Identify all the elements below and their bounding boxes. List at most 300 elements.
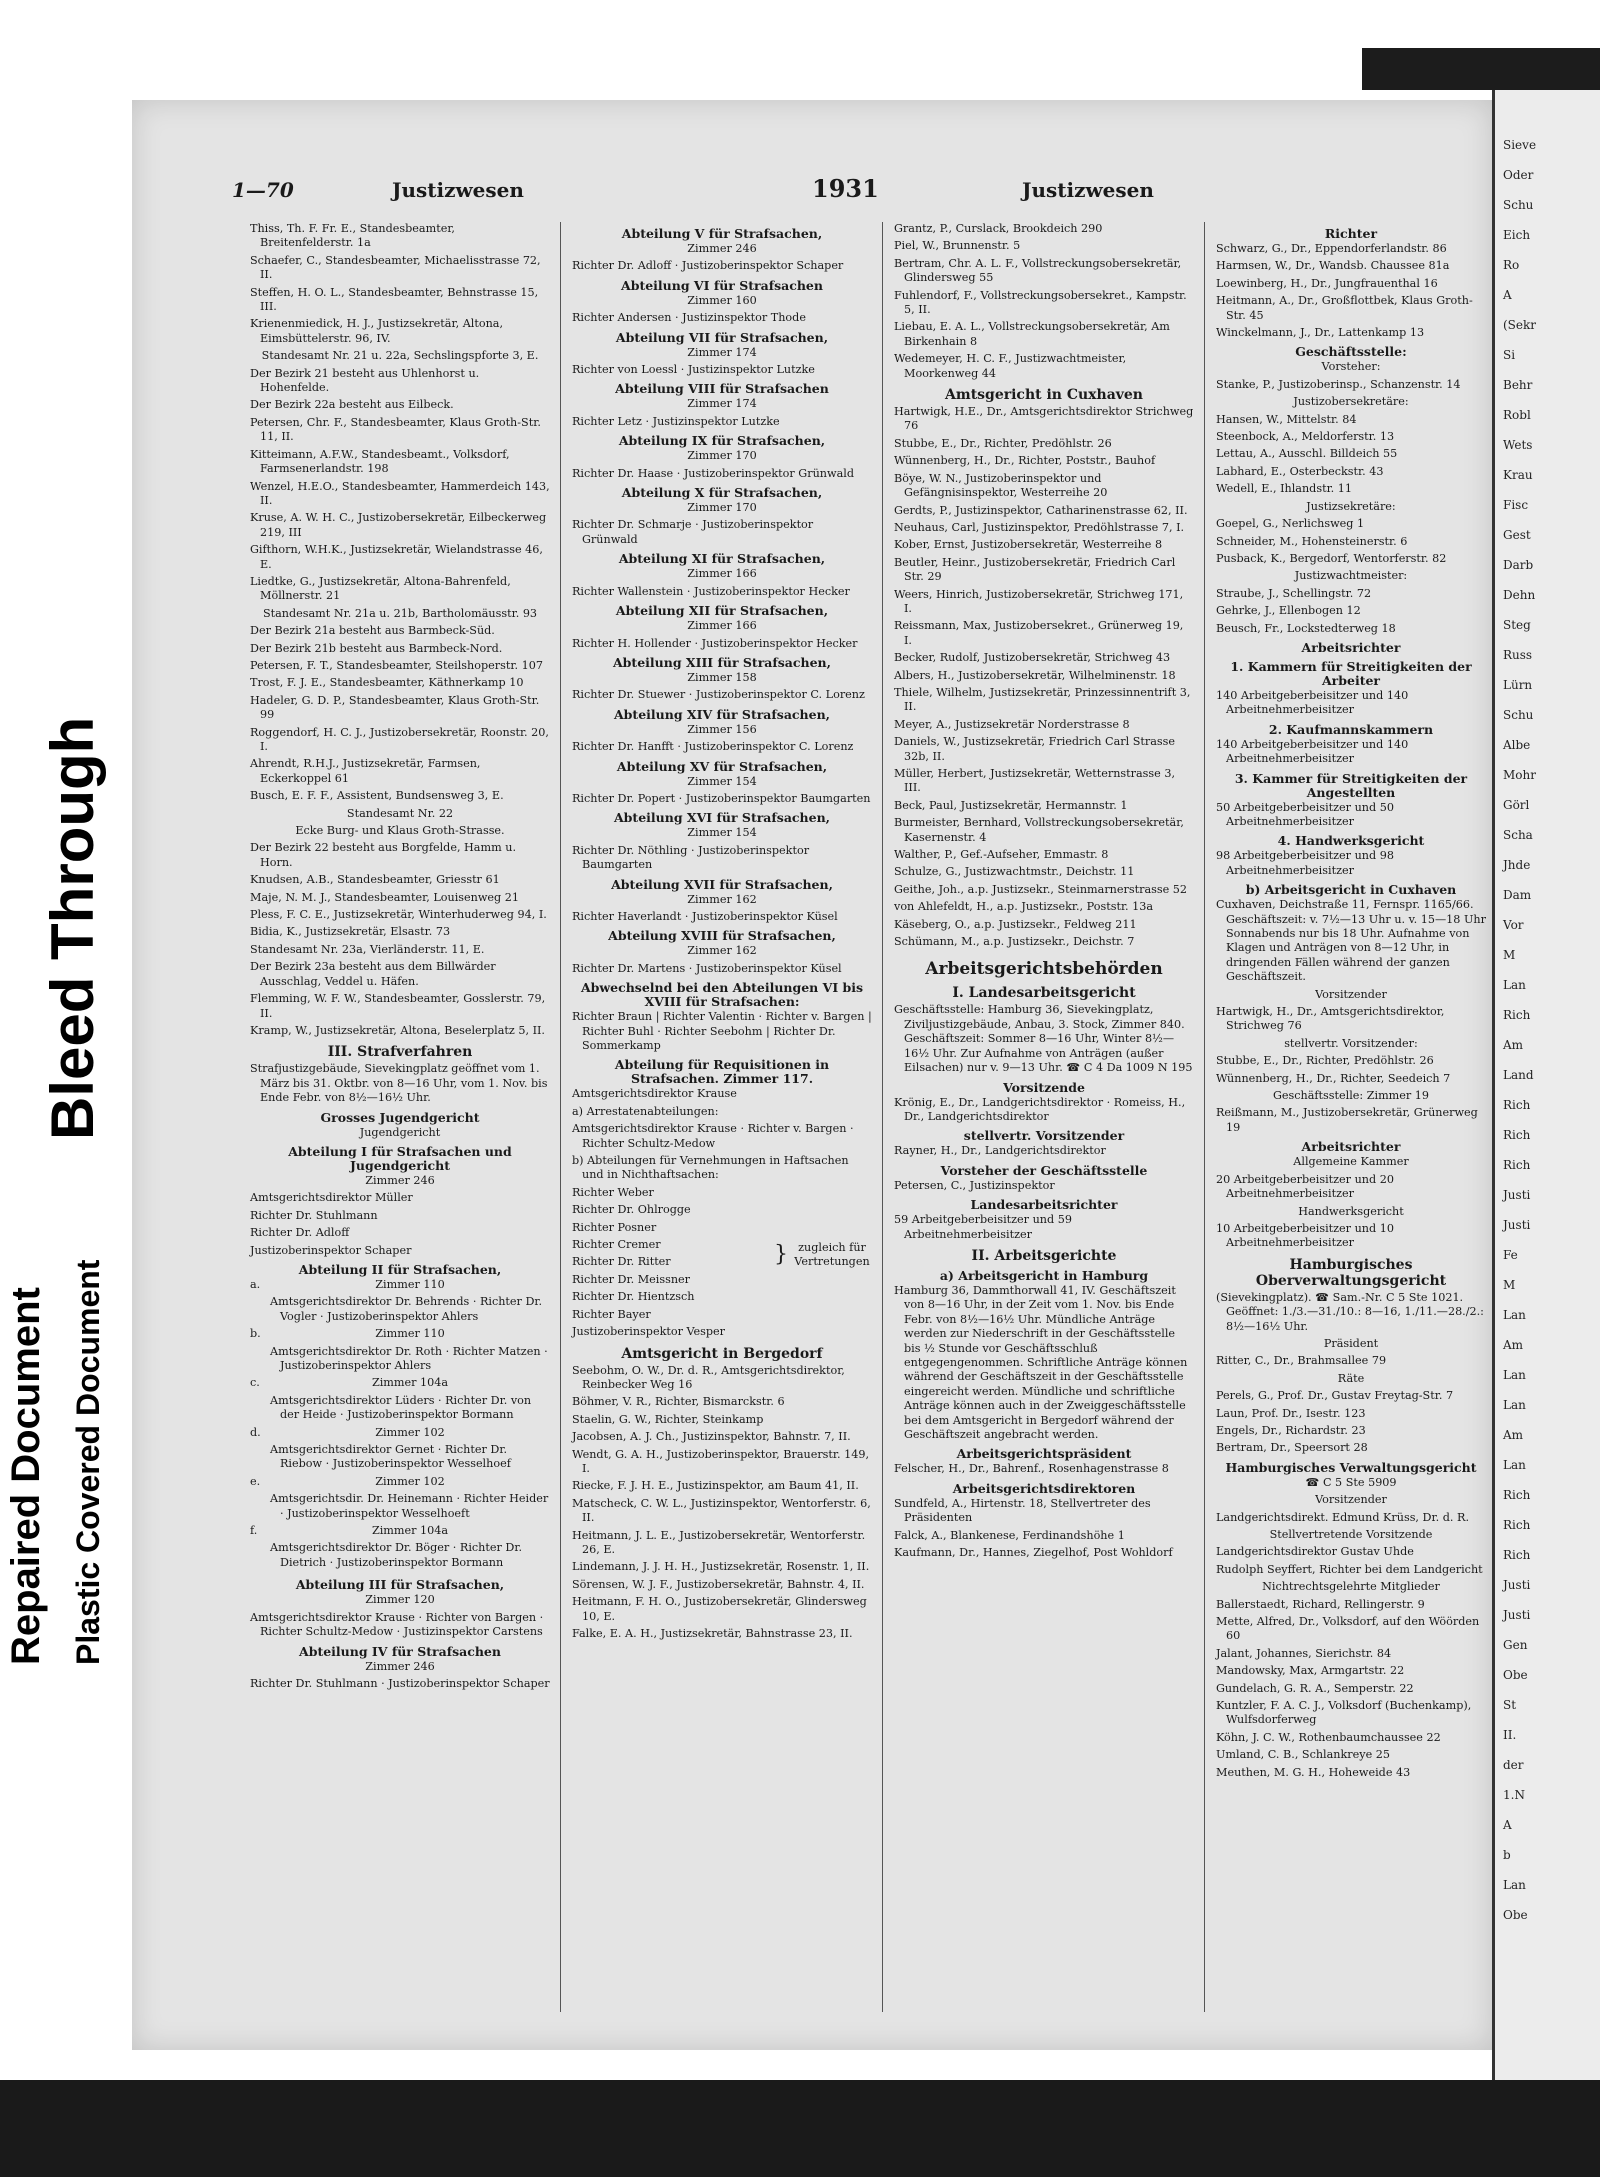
list-item: Wenzel, H.E.O., Standesbeamter, Hammerdeich 143, II.: [250, 479, 550, 507]
list-item: Daniels, W., Justizsekretär, Friedrich Carl Strasse 32b, II.: [894, 735, 1176, 763]
list-item: Neuhaus, Carl, Justizinspektor, Predöhlstrasse 7, I.: [894, 520, 1185, 534]
text-line: Ecke Burg- und Klaus Groth-Strasse.: [295, 824, 505, 838]
subheading: Abteilung XIII für Strafsachen,: [612, 654, 832, 670]
document-page: [132, 100, 1492, 2050]
subheading: Abteilung X für Strafsachen,: [621, 485, 823, 501]
section-heading: III. Strafverfahren: [327, 1044, 473, 1061]
text-line: Amtsgerichtsdirektor Gernet · Richter Dr. Riebow · Justizoberinspektor Wesselhoef: [270, 1443, 511, 1471]
adjacent-page-fragment: Robl: [1503, 408, 1531, 422]
subheading: Abteilung IV für Strafsachen: [299, 1643, 501, 1659]
adjacent-page-fragment: M: [1503, 1278, 1516, 1292]
list-item: Schneider, M., Hohensteinerstr. 6: [1216, 534, 1408, 548]
text-line: Reißmann, M., Justizobersekretär, Grünerweg 19: [1216, 1106, 1478, 1134]
adjacent-page-fragment: Lan: [1503, 1368, 1526, 1382]
entry-list: [1216, 1545, 1486, 1577]
text-line: Vorsitzender: [1315, 987, 1387, 1001]
adjacent-page-fragment: Vor: [1503, 918, 1524, 932]
list-item: Lindemann, J. J. H. H., Justizsekretär, Rosenstr. 1, II.: [572, 1560, 870, 1574]
list-item: Schulze, G., Justizwachtmstr., Deichstr. 11: [894, 865, 1135, 879]
subheading: Geschäftsstelle:: [1295, 344, 1407, 360]
room-line: Zimmer 170: [687, 449, 757, 463]
subheading: Abteilung IX für Strafsachen,: [618, 433, 826, 449]
subheading: Abteilung XII für Strafsachen,: [615, 603, 829, 619]
adjacent-page-fragment: Lan: [1503, 1458, 1526, 1472]
text-line: Amtsgerichtsdirektor Dr. Behrends · Richter Dr. Vogler · Justizoberinspektor Ahlers: [270, 1295, 543, 1323]
list-item: Steffen, H. O. L., Standesbeamter, Behnstrasse 15, III.: [250, 285, 539, 314]
subheading: 2. Kaufmannskammern: [1268, 721, 1434, 737]
adjacent-page-fragment: Justi: [1503, 1608, 1531, 1622]
list-item: Beusch, Fr., Lockstedterweg 18: [1216, 621, 1396, 635]
section-heading: Amtsgericht in Cuxhaven: [945, 387, 1143, 404]
room-line: Zimmer 174: [687, 397, 757, 411]
entry-list: [894, 1497, 1194, 1561]
list-item: Straube, J., Schellingstr. 72: [1216, 586, 1372, 600]
list-item: Laun, Prof. Dr., Isestr. 123: [1216, 1406, 1366, 1420]
text-line: Vorsteher:: [1321, 360, 1381, 374]
adjacent-page-fragment: b: [1503, 1848, 1511, 1862]
overlay-labels: [0, 690, 132, 2080]
list-item: Rudolph Seyffert, Richter bei dem Landgericht: [1216, 1562, 1483, 1576]
text-line: 20 Arbeitgeberbeisitzer und 20 Arbeitnehmerbeisitzer: [1216, 1172, 1394, 1201]
text-line: 50 Arbeitgeberbeisitzer und 50 Arbeitnehmerbeisitzer: [1216, 800, 1394, 828]
list-item: Meuthen, M. G. H., Hoheweide 43: [1216, 1765, 1411, 1779]
room-line: Zimmer 166: [687, 619, 757, 633]
text-line: Strafjustizgebäude, Sievekingplatz geöffnet vom 1. März bis 31. Oktbr. von 8—16 Uhr, vom 1. Nov. bis Ende Febr. von 8½—16½ Uhr.: [250, 1062, 548, 1105]
room-line: Zimmer 160: [687, 293, 757, 307]
list-item: Böhmer, V. R., Richter, Bismarckstr. 6: [572, 1395, 785, 1409]
adjacent-page-fragment: Am: [1503, 1428, 1524, 1442]
list-item: Hadeler, G. D. P., Standesbeamter, Klaus Groth-Str. 99: [250, 693, 540, 722]
subheading: Abteilung V für Strafsachen,: [621, 226, 823, 241]
text-line: Der Bezirk 21a besteht aus Barmbeck-Süd.: [250, 624, 495, 638]
list-item: Maje, N. M. J., Standesbeamter, Louisenweg 21: [250, 890, 519, 904]
adjacent-page-fragment: Obe: [1503, 1668, 1528, 1682]
list-item: Falck, A., Blankenese, Ferdinandshöhe 1: [894, 1528, 1125, 1542]
group-tag: b.: [250, 1327, 261, 1341]
subheading: Grosses Jugendgericht: [320, 1109, 480, 1125]
list-item: Bidia, K., Justizsekretär, Elsastr. 73: [250, 925, 451, 939]
text-line: Geschäftsstelle: Hamburg 36, Sievekingplatz, Ziviljustizgebäude, Anbau, 3. Stock, Zimmer 840. Geschäftszeit: Sommer 8—16 Uhr, Winter 8½—16½ Uhr. Zur Aufnahme von Anträgen (außer Eilsachen) nur v. 9—13 Uhr. ☎ C 4 Da 1009 N 195: [894, 1003, 1193, 1075]
text-line: b) Abteilungen für Vernehmungen in Haftsachen und in Nichthaftsachen:: [572, 1154, 849, 1182]
list-item: Richter Weber: [572, 1185, 654, 1199]
entry-list: [250, 222, 550, 346]
adjacent-page-fragment: (Sekr: [1503, 318, 1537, 332]
list-item: Hartwigk, H.E., Dr., Amtsgerichtsdirektor Strichweg 76: [894, 405, 1194, 433]
text-line: Handwerksgericht: [1298, 1204, 1404, 1218]
section-heading: Amtsgericht in Bergedorf: [621, 1345, 823, 1362]
list-item: Mette, Alfred, Dr., Volksdorf, auf den Wöörden 60: [1216, 1615, 1480, 1643]
adjacent-page-fragment: Behr: [1503, 378, 1533, 392]
text-line: Amtsgerichtsdirektor Krause · Richter v. Bargen · Richter Schultz-Medow: [572, 1122, 854, 1150]
adjacent-page-fragment: Gen: [1503, 1638, 1528, 1652]
entry-list: [572, 1186, 770, 1325]
text-line: Petersen, C., Justizinspektor: [894, 1178, 1055, 1192]
text-line: Richter Haverlandt · Justizoberinspektor Küsel: [572, 909, 838, 923]
adjacent-page-fragment: M: [1503, 948, 1516, 962]
list-item: Richter Dr. Ritter: [572, 1255, 671, 1269]
subheading: Hamburgisches Verwaltungsgericht: [1225, 1459, 1477, 1475]
subheading: Arbeitsgerichtsdirektoren: [952, 1480, 1136, 1496]
subheading: Abwechselnd bei den Abteilungen VI bis XVIII für Strafsachen:: [580, 980, 864, 1010]
subheading: Richter: [1324, 226, 1378, 241]
list-item: Busch, E. F. F., Assistent, Bundsensweg 3, E.: [250, 789, 504, 803]
list-item: Bertram, Chr. A. L. F., Vollstreckungsobersekretär, Glindersweg 55: [894, 256, 1182, 285]
list-item: Meyer, A., Justizsekretär Norderstrasse 8: [894, 717, 1130, 731]
list-item: Heitmann, J. L. E., Justizobersekretär, Wentorferstr. 26, E.: [572, 1528, 866, 1556]
adjacent-page-fragment: Rich: [1503, 1098, 1531, 1112]
group-tag: d.: [250, 1425, 261, 1439]
adjacent-page-fragment: Wets: [1503, 438, 1533, 452]
text-line: Richter Dr. Schmarje · Justizoberinspektor Grünwald: [572, 518, 814, 546]
subheading: Abteilung II für Strafsachen,: [298, 1261, 502, 1277]
room-line: Zimmer 158: [687, 670, 757, 684]
room-line: Zimmer 170: [687, 501, 757, 515]
adjacent-page-fragment: Lürn: [1503, 678, 1533, 692]
group-body: [270, 1327, 550, 1376]
text-line: Richter von Loessl · Justizinspektor Lutzke: [572, 363, 815, 377]
list-item: Albers, H., Justizobersekretär, Wilhelminenstr. 18: [894, 668, 1176, 682]
list-item: Becker, Rudolf, Justizobersekretär, Strichweg 43: [894, 651, 1171, 665]
room-line: Zimmer 104a: [371, 1376, 449, 1390]
list-item: Sundfeld, A., Hirtenstr. 18, Stellvertreter des Präsidenten: [894, 1496, 1151, 1525]
adjacent-page-fragment: Sieve: [1503, 138, 1537, 152]
list-item: Wedemeyer, H. C. F., Justizwachtmeister, Moorkenweg 44: [894, 352, 1127, 380]
entry-list: [250, 873, 550, 940]
subheading: Abteilung für Requisitionen in Strafsachen. Zimmer 117.: [614, 1057, 830, 1087]
entry-list: [1216, 1054, 1486, 1086]
section-heading: II. Arbeitsgerichte: [971, 1247, 1117, 1264]
right-running-title: Justizwesen: [1022, 178, 1154, 202]
adjacent-page-fragment: A: [1503, 1818, 1512, 1832]
list-item: Mandowsky, Max, Armgartstr. 22: [1216, 1664, 1405, 1678]
adjacent-page-fragment: Russ: [1503, 648, 1533, 662]
list-item: Sörensen, W. J. F., Justizobersekretär, Bahnstr. 4, II.: [572, 1577, 865, 1591]
list-item: Jalant, Johannes, Sierichstr. 84: [1216, 1646, 1392, 1660]
subheading: b) Arbeitsgericht in Cuxhaven: [1245, 882, 1457, 898]
list-item: Richter Posner: [572, 1220, 657, 1234]
list-item: Richter Dr. Stuhlmann: [250, 1208, 378, 1222]
text-line: Nichtrechtsgelehrte Mitglieder: [1262, 1580, 1440, 1594]
list-item: Piel, W., Brunnenstr. 5: [894, 239, 1021, 253]
list-item: Wünnenberg, H., Dr., Richter, Poststr., Bauhof: [894, 454, 1156, 468]
entry-list: [250, 992, 550, 1038]
room-line: Zimmer 246: [687, 242, 757, 255]
adjacent-page-fragment: Mohr: [1503, 768, 1536, 782]
text-line: 140 Arbeitgeberbeisitzer und 140 Arbeitnehmerbeisitzer: [1216, 688, 1409, 717]
subheading: Abteilung XVII für Strafsachen,: [611, 876, 833, 892]
abteilungen-list: [572, 227, 872, 976]
text-line: Richter Dr. Hanfft · Justizoberinspektor C. Lorenz: [572, 740, 854, 754]
adjacent-page-fragment: II.: [1503, 1728, 1517, 1742]
text-line: Allgemeine Kammer: [1293, 1155, 1409, 1169]
list-item: Hansen, W., Mittelstr. 84: [1216, 412, 1357, 426]
adjacent-page-fragment: Justi: [1503, 1188, 1531, 1202]
room-line: Zimmer 154: [687, 826, 757, 840]
list-item: Knudsen, A.B., Standesbeamter, Griesstr 61: [250, 873, 500, 887]
adjacent-page-fragment: Krau: [1503, 468, 1533, 482]
abt2-groups: [250, 1278, 550, 1573]
year-heading: 1931: [812, 174, 879, 203]
text-line: Richter Dr. Haase · Justizoberinspektor Grünwald: [572, 466, 854, 480]
list-item: Richter Dr. Meissner: [572, 1272, 691, 1286]
entry-list: [1216, 1598, 1486, 1780]
list-item: Gifthorn, W.H.K., Justizsekretär, Wielandstrasse 46, E.: [250, 543, 543, 571]
room-line: Zimmer 154: [687, 774, 757, 788]
entry-list: [1216, 587, 1486, 636]
adjacent-page-fragment: Schu: [1503, 708, 1534, 722]
text-line: Vorsitzender: [1315, 1493, 1387, 1507]
list-item: Richter Cremer: [572, 1238, 661, 1252]
adjacent-page-fragment: Lan: [1503, 1878, 1526, 1892]
text-line: 59 Arbeitgeberbeisitzer und 59 Arbeitnehmerbeisitzer: [894, 1213, 1072, 1241]
scan-dark-bar-top: [1362, 48, 1600, 90]
adjacent-page-fragment: Obe: [1503, 1908, 1528, 1922]
list-item: Käseberg, O., a.p. Justizsekr., Feldweg 211: [894, 917, 1137, 931]
text-line: Präsident: [1323, 1336, 1379, 1350]
section-line: Standesamt Nr. 22: [346, 806, 454, 820]
list-item: Staelin, G. W., Richter, Steinkamp: [572, 1412, 764, 1426]
text-line: Standesamt Nr. 23a, Vierländerstr. 11, E.: [250, 942, 485, 956]
adjacent-page-fragment: Fe: [1503, 1248, 1518, 1262]
subheading: stellvertr. Vorsitzender: [963, 1128, 1125, 1144]
adjacent-page-fragment: Dehn: [1503, 588, 1536, 602]
text-line: Der Bezirk 21b besteht aus Barmbeck-Nord.: [250, 641, 503, 655]
entry-list: [250, 659, 550, 804]
list-item: Böye, W. N., Justizoberinspektor und Gefängnisinspektor, Westerreihe 20: [894, 471, 1108, 500]
text-line: Jugendgericht: [359, 1125, 441, 1139]
adjacent-page-fragment: Fisc: [1503, 498, 1529, 512]
label-bleed-through: Bleed Through: [39, 716, 106, 1140]
list-item: Amtsgerichtsdirektor Müller: [250, 1191, 413, 1205]
subheading: a) Arbeitsgericht in Hamburg: [939, 1267, 1149, 1283]
adjacent-page-fragment: Si: [1503, 348, 1516, 362]
list-item: Umland, C. B., Schlankreye 25: [1216, 1748, 1390, 1762]
subheading: Abteilung VII für Strafsachen,: [615, 329, 829, 345]
subheading: Abteilung XI für Strafsachen,: [618, 551, 826, 567]
adjacent-page-fragment: Rich: [1503, 1488, 1531, 1502]
text-line: Der Bezirk 22a besteht aus Eilbeck.: [250, 398, 454, 412]
text-line: Richter Dr. Martens · Justizoberinspektor Küsel: [572, 961, 842, 975]
subheading: Abteilung I für Strafsachen und Jugendgericht: [288, 1143, 512, 1173]
list-item: Fuhlendorf, F., Vollstreckungsobersekret., Kampstr. 5, II.: [894, 288, 1187, 317]
list-item: Schwarz, G., Dr., Eppendorferlandstr. 86: [1216, 242, 1447, 255]
list-item: Harmsen, W., Dr., Wandsb. Chaussee 81a: [1216, 259, 1450, 273]
text-line: 140 Arbeitgeberbeisitzer und 140 Arbeitnehmerbeisitzer: [1216, 737, 1409, 766]
room-line: Zimmer 102: [375, 1474, 445, 1488]
text-line: Amtsgerichtsdir. Dr. Heinemann · Richter Heider · Justizoberinspektor Wesselhoeft: [270, 1492, 549, 1520]
column-rule: [560, 222, 561, 2012]
adjacent-page-fragment: Land: [1503, 1068, 1534, 1082]
note: zugleich für Vertretungen: [794, 1241, 870, 1269]
adjacent-page-fragment: Rich: [1503, 1518, 1531, 1532]
list-item: Perels, G., Prof. Dr., Gustav Freytag-Str. 7: [1216, 1389, 1454, 1403]
text-line: ☎ C 5 Ste 5909: [1305, 1475, 1397, 1489]
list-item: Petersen, F. T., Standesbeamter, Steilshoperstr. 107: [250, 658, 543, 672]
abteilung-group: [250, 1327, 550, 1376]
label-plastic-covered: Plastic Covered Document: [70, 1259, 106, 1665]
list-item: Pless, F. C. E., Justizsekretär, Winterhuderweg 94, I.: [250, 908, 547, 922]
subheading: Abteilung XV für Strafsachen,: [616, 758, 828, 774]
list-item: Geithe, Joh., a.p. Justizsekr., Steinmarnerstrasse 52: [894, 882, 1188, 896]
adjacent-page-fragment: Rich: [1503, 1128, 1531, 1142]
room-line: Zimmer 110: [375, 1277, 445, 1291]
subheading: Abteilung XVI für Strafsachen,: [613, 810, 831, 826]
list-item: Stubbe, E., Dr., Richter, Predöhlstr. 26: [1216, 1054, 1434, 1068]
subheading: Abteilung VI für Strafsachen: [621, 277, 823, 293]
text-line: Ritter, C., Dr., Brahmsallee 79: [1216, 1354, 1387, 1368]
list-item: Thiss, Th. F. Fr. E., Standesbeamter, Breitenfelderstr. 1a: [250, 222, 455, 250]
list-item: Bertram, Dr., Speersort 28: [1216, 1441, 1368, 1455]
list-item: Roggendorf, H. C. J., Justizobersekretär, Roonstr. 20, I.: [250, 725, 549, 753]
subheading: Landesarbeitsrichter: [970, 1197, 1118, 1213]
text-line: Richter Braun | Richter Valentin · Richter v. Bargen | Richter Buhl · Richter Seebohm | Richter Dr. Sommerkamp: [572, 1010, 872, 1052]
list-item: Winckelmann, J., Dr., Lattenkamp 13: [1216, 326, 1425, 340]
subheading: Abteilung XIV für Strafsachen,: [613, 706, 831, 722]
group-tag: a.: [250, 1277, 261, 1291]
entry-list: [1216, 242, 1486, 340]
adjacent-page-fragment: Oder: [1503, 168, 1534, 182]
text-line: Richter Andersen · Justizinspektor Thode: [572, 311, 806, 325]
list-item: Kuntzler, F. A. C. J., Volksdorf (Buchenkamp), Wulfsdorferweg: [1216, 1699, 1472, 1727]
section-heading: Arbeitsgerichtsbehörden: [925, 959, 1163, 980]
list-item: Schaefer, C., Standesbeamter, Michaelisstrasse 72, II.: [250, 253, 541, 282]
list-item: Burmeister, Bernhard, Vollstreckungsobersekretär, Kasernenstr. 4: [894, 816, 1184, 844]
list-item: Pusback, K., Bergedorf, Wentorferstr. 82: [1216, 551, 1447, 565]
page-number: 1—70: [232, 178, 294, 202]
text-line: Stellvertretende Vorsitzende: [1269, 1528, 1433, 1541]
column-4: [1216, 222, 1486, 1783]
list-item: Gerdts, P., Justizinspektor, Catharinenstrasse 62, II.: [894, 503, 1188, 517]
adjacent-page-fragment: Justi: [1503, 1578, 1531, 1592]
abteilung-group: [250, 1426, 550, 1475]
subheading: 4. Handwerksgericht: [1277, 833, 1425, 849]
text-line: Richter Dr. Adloff · Justizoberinspektor Schaper: [572, 259, 844, 273]
list-item: Richter Dr. Adloff: [250, 1226, 350, 1240]
entry-list: [250, 1191, 550, 1258]
text-line: Rayner, H., Dr., Landgerichtsdirektor: [894, 1144, 1106, 1158]
adjacent-page-fragment: Justi: [1503, 1218, 1531, 1232]
room-line: Zimmer 162: [687, 892, 757, 906]
entry-list: [250, 416, 550, 604]
adjacent-page-fragment: der: [1503, 1758, 1524, 1772]
list-item: Matscheck, C. W. L., Justizinspektor, Wentorferstr. 6, II.: [572, 1496, 871, 1525]
room-line: Zimmer 102: [375, 1425, 445, 1439]
adjacent-page-fragment: Schu: [1503, 198, 1534, 212]
text-line: Räte: [1337, 1371, 1365, 1385]
column-1: [250, 222, 550, 1694]
text-line: Amtsgerichtsdirektor Krause · Richter von Bargen · Richter Schultz-Medow · Justizinspektor Carstens: [250, 1610, 544, 1639]
text-line: Geschäftsstelle: Zimmer 19: [1272, 1089, 1430, 1103]
list-item: Labhard, E., Osterbeckstr. 43: [1216, 464, 1384, 478]
subheading: 3. Kammer für Streitigkeiten der Angestellten: [1234, 770, 1468, 800]
list-item: Falke, E. A. H., Justizsekretär, Bahnstrasse 23, II.: [572, 1627, 853, 1640]
column-rule: [1204, 222, 1205, 2012]
list-item: Thiele, Wilhelm, Justizsekretär, Prinzessinnentrift 3, II.: [894, 685, 1191, 714]
text-line: Richter Dr. Stuhlmann · Justizoberinspektor Schaper: [250, 1676, 550, 1690]
text-line: Amtsgerichtsdirektor Krause: [572, 1087, 737, 1101]
room-line: Zimmer 166: [687, 567, 757, 581]
entry-list: [1216, 413, 1486, 497]
entry-list: [1216, 1389, 1486, 1456]
text-line: Richter H. Hollender · Justizoberinspektor Hecker: [572, 636, 858, 650]
adjacent-page-fragment: Lan: [1503, 1398, 1526, 1412]
list-item: Seebohm, O. W., Dr. d. R., Amtsgerichtsdirektor, Reinbecker Weg 16: [572, 1363, 845, 1391]
abteilung-group: [250, 1376, 550, 1425]
text-line: (Sievekingplatz). ☎ Sam.-Nr. C 5 Ste 1021. Geöffnet: 1./3.—31./10.: 8—16, 1./11.—28./2.: 8½—16½ Uhr.: [1216, 1290, 1484, 1333]
text-line: Justizoberinspektor Vesper: [572, 1325, 726, 1339]
text-line: Richter Wallenstein · Justizoberinspektor Hecker: [572, 584, 850, 598]
subheading: 1. Kammern für Streitigkeiten der Arbeiter: [1230, 658, 1472, 688]
room-line: Zimmer 104a: [371, 1524, 449, 1538]
room-line: Zimmer 120: [365, 1593, 435, 1607]
text-line: Justizobersekretäre:: [1293, 395, 1409, 409]
label-repaired-document: Repaired Document: [4, 1287, 48, 1665]
entry-list: [572, 1364, 872, 1642]
adjacent-page-fragment: Am: [1503, 1338, 1524, 1352]
room-line: Zimmer 174: [687, 345, 757, 359]
text-line: Richter Letz · Justizinspektor Lutzke: [572, 414, 780, 428]
list-item: Kaufmann, Dr., Hannes, Ziegelhof, Post Wohldorf: [894, 1546, 1173, 1560]
subheading: Abteilung III für Strafsachen,: [295, 1577, 505, 1593]
group-body: [270, 1475, 550, 1524]
section-line: Standesamt Nr. 21a u. 21b, Bartholomäusstr. 93: [262, 606, 538, 620]
list-item: Jacobsen, A. J. Ch., Justizinspektor, Bahnstr. 7, II.: [572, 1430, 851, 1444]
list-item: Gundelach, G. R. A., Semperstr. 22: [1216, 1681, 1414, 1695]
text-line: Amtsgerichtsdirektor Dr. Böger · Richter Dr. Dietrich · Justizoberinspektor Bormann: [270, 1541, 523, 1569]
list-item: Beck, Paul, Justizsekretär, Hermannstr. 1: [894, 798, 1128, 812]
subheading: Arbeitsrichter: [1301, 639, 1401, 655]
entry-list: [894, 222, 1194, 381]
text-line: Hartwigk, H., Dr., Amtsgerichtsdirektor, Strichweg 76: [1216, 1005, 1445, 1033]
column-2: [572, 222, 872, 1644]
adjacent-page-edge: [1492, 90, 1600, 2080]
list-item: Weers, Hinrich, Justizobersekretär, Strichweg 171, I.: [894, 587, 1184, 615]
list-item: Ballerstaedt, Richard, Rellingerstr. 9: [1216, 1597, 1425, 1611]
room-line: Zimmer 246: [365, 1659, 435, 1673]
group-body: [270, 1376, 550, 1425]
adjacent-page-fragment: A: [1503, 288, 1512, 302]
text-line: Richter Dr. Popert · Justizoberinspektor Baumgarten: [572, 791, 871, 805]
section-heading: I. Landesarbeitsgericht: [952, 985, 1136, 1002]
text-line: Amtsgerichtsdirektor Dr. Roth · Richter Matzen · Justizoberinspektor Ahlers: [270, 1344, 548, 1372]
list-item: von Ahlefeldt, H., a.p. Justizsekr., Poststr. 13a: [894, 900, 1154, 914]
adjacent-page-fragment: Scha: [1503, 828, 1533, 842]
room-line: Zimmer 246: [365, 1173, 435, 1187]
list-item: Kober, Ernst, Justizobersekretär, Westerreihe 8: [894, 538, 1163, 552]
adjacent-page-fragment: Darb: [1503, 558, 1534, 572]
list-item: Köhn, J. C. W., Rothenbaumchaussee 22: [1216, 1730, 1441, 1744]
room-line: Zimmer 162: [687, 944, 757, 958]
abteilung-group: [250, 1475, 550, 1524]
list-item: Trost, F. J. E., Standesbeamter, Käthnerkamp 10: [250, 676, 524, 690]
list-item: Justizoberinspektor Schaper: [250, 1243, 412, 1257]
list-item: Petersen, Chr. F., Standesbeamter, Klaus Groth-Str. 11, II.: [250, 415, 541, 444]
adjacent-page-fragment: Görl: [1503, 798, 1530, 812]
text-line: Stanke, P., Justizoberinsp., Schanzenstr. 14: [1216, 377, 1461, 391]
text-line: Richter Dr. Nöthling · Justizoberinspektor Baumgarten: [572, 843, 810, 872]
room-line: Zimmer 110: [375, 1327, 445, 1341]
list-item: Kitteimann, A.F.W., Standesbeamt., Volksdorf, Farmsenerlandstr. 198: [250, 447, 510, 476]
group-tag: f.: [250, 1524, 258, 1538]
list-item: Grantz, P., Curslack, Brookdeich 290: [894, 222, 1103, 235]
list-item: Flemming, W. F. W., Standesbeamter, Gosslerstr. 79, II.: [250, 992, 546, 1020]
subheading: Arbeitsrichter: [1301, 1139, 1401, 1155]
list-item: Krienenmiedick, H. J., Justizsekretär, Altona, Eimsbüttelerstr. 96, IV.: [250, 317, 504, 345]
abteilung-group: [250, 1278, 550, 1327]
scan-dark-bar-bottom: [0, 2080, 1600, 2177]
abteilung-group: [250, 1524, 550, 1573]
text-line: Der Bezirk 22 besteht aus Borgfelde, Hamm u. Horn.: [250, 841, 517, 869]
